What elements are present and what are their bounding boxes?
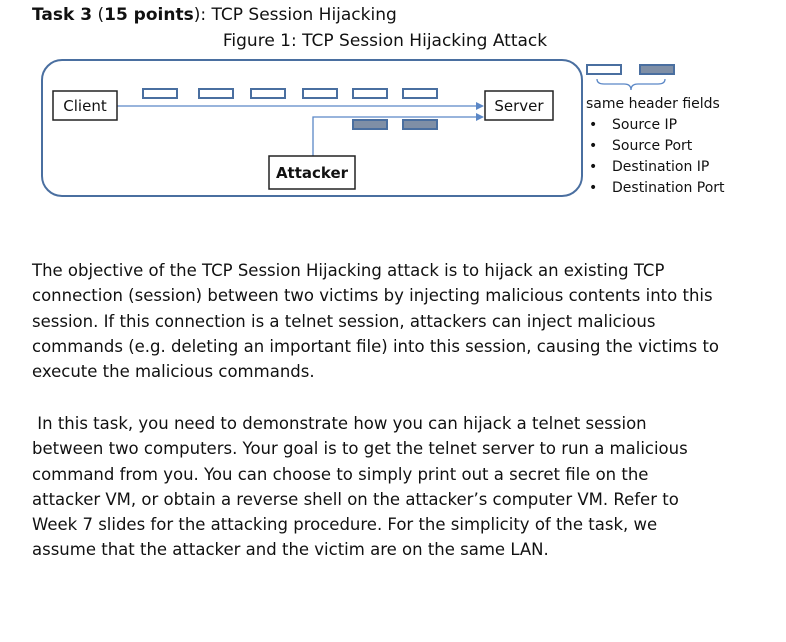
legend-item-label: Destination Port [612, 180, 725, 196]
attacker-label: Attacker [275, 164, 349, 182]
task-label: Task 3 [32, 5, 93, 25]
spoofed-packet [353, 120, 387, 129]
paragraph-line: attacker VM, or obtain a reverse shell on the attacker’s computer VM. Refer to [32, 489, 679, 509]
legend-item [586, 136, 725, 157]
header-fields-legend [586, 94, 725, 199]
legend-title: same header fields [586, 96, 720, 112]
paragraph-line: command from you. You can choose to simply print out a secret file on the [32, 464, 649, 484]
legend-item [586, 178, 725, 199]
task-paragraph [32, 411, 752, 563]
legit-packet [303, 89, 337, 98]
spoofed-packet [403, 120, 437, 129]
legend-item-label: Source Port [612, 138, 693, 154]
bullet-icon: • [589, 159, 598, 175]
legend-item [586, 115, 725, 136]
legend-legit-packet [587, 65, 621, 74]
legend-spoofed-packet [640, 65, 674, 74]
legit-packet [403, 89, 437, 98]
figure-caption: Figure 1: TCP Session Hijacking Attack [222, 31, 548, 51]
client-label: Client [63, 97, 107, 115]
bullet-icon: • [589, 138, 598, 154]
legend-item-label: Destination IP [612, 159, 710, 175]
legend-item [586, 157, 725, 178]
paragraph-line: between two computers. Your goal is to get the telnet server to run a malicious [32, 439, 688, 459]
task-title: TCP Session Hijacking [211, 5, 397, 25]
heading-close-paren: ): [193, 5, 212, 25]
bullet-icon: • [589, 180, 598, 196]
task-points: 15 points [104, 5, 194, 25]
bullet-icon: • [589, 117, 598, 133]
paragraph-line: assume that the attacker and the victim are on the same LAN. [32, 540, 549, 560]
legend-item-label: Source IP [612, 117, 678, 133]
paragraph-line: Week 7 slides for the attacking procedure. For the simplicity of the task, we [32, 515, 658, 535]
paragraph-line: The objective of the TCP Session Hijacking attack is to hijack an existing TCP [32, 261, 665, 280]
paragraph-line: In this task, you need to demonstrate how you can hijack a telnet session [32, 414, 647, 433]
legit-packet [199, 89, 233, 98]
heading-open-paren: ( [92, 5, 105, 25]
legit-packet [251, 89, 285, 98]
server-label: Server [494, 97, 544, 115]
attacker-injection-path [313, 117, 483, 156]
legit-packet [143, 89, 177, 98]
objective-paragraph [32, 258, 752, 384]
legit-packet [353, 89, 387, 98]
paragraph-line: connection (session) between two victims by injecting malicious contents into this [32, 286, 713, 306]
legend-brace [597, 79, 665, 90]
legend-list [586, 115, 725, 199]
paragraph-line: commands (e.g. deleting an important file) into this session, causing the victims to [32, 336, 720, 356]
paragraph-line: session. If this connection is a telnet session, attackers can inject malicious [32, 311, 656, 331]
paragraph-line: execute the malicious commands. [32, 362, 315, 382]
